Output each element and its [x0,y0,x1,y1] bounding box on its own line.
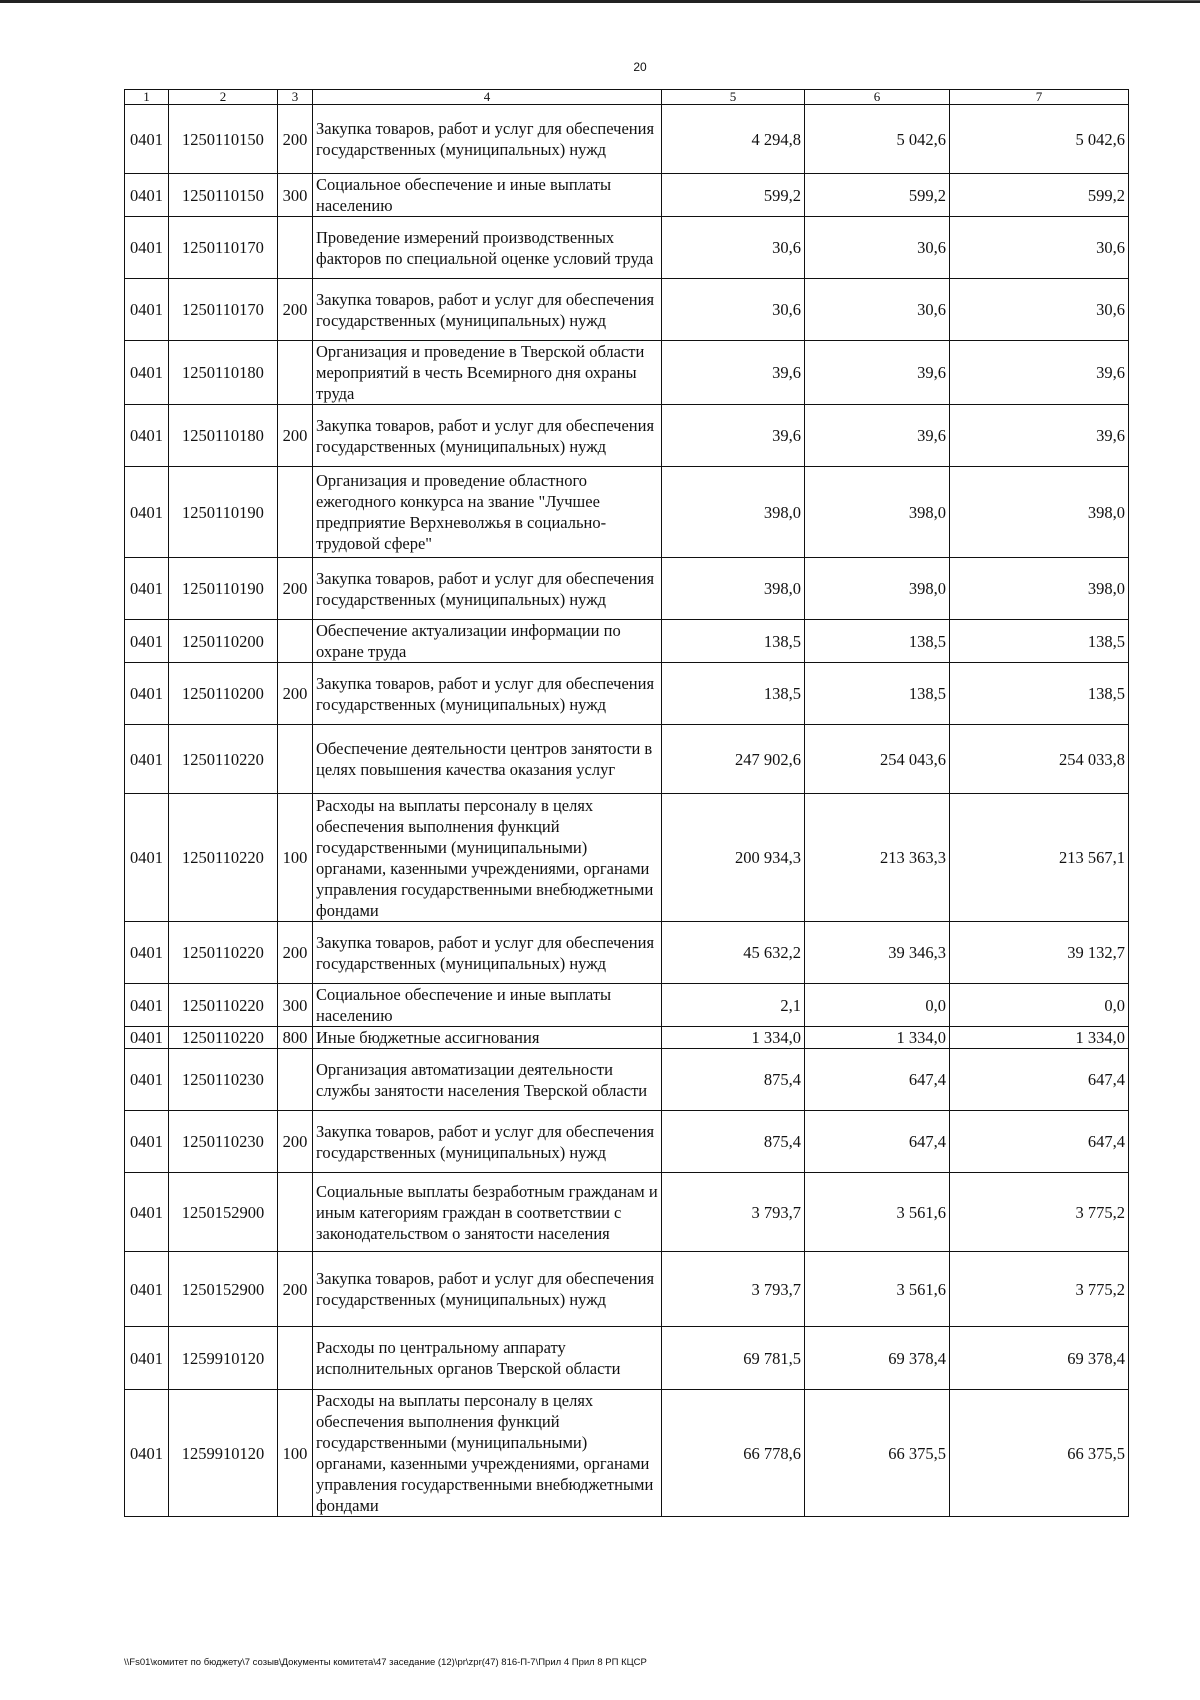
row-target-article-code: 1250110200 [169,620,278,663]
row-value-col6: 398,0 [805,467,950,558]
row-value-col6: 599,2 [805,174,950,217]
row-value-col6: 138,5 [805,620,950,663]
row-target-article-code: 1250152900 [169,1252,278,1327]
row-target-article-code: 1250110220 [169,922,278,984]
row-value-col6: 39 346,3 [805,922,950,984]
row-expense-type-code [278,620,313,663]
row-name: Закупка товаров, работ и услуг для обеспечения государственных (муниципальных) нужд [313,922,662,984]
table-row [125,558,1129,620]
row-target-article-code: 1250110170 [169,217,278,279]
scan-edge-top [0,0,1200,3]
table-row [125,620,1129,663]
row-name: Организация и проведение областного ежегодного конкурса на звание "Лучшее предприятие Верхневолжья в социально-трудовой сфере" [313,467,662,558]
row-name: Организация и проведение в Тверской области мероприятий в честь Всемирного дня охраны труда [313,341,662,405]
row-target-article-code: 1250110230 [169,1049,278,1111]
row-value-col6: 138,5 [805,663,950,725]
row-name: Закупка товаров, работ и услуг для обеспечения государственных (муниципальных) нужд [313,663,662,725]
row-section-code: 0401 [125,922,169,984]
row-target-article-code: 1250110200 [169,663,278,725]
row-name: Закупка товаров, работ и услуг для обеспечения государственных (муниципальных) нужд [313,105,662,174]
row-name: Социальное обеспечение и иные выплаты населению [313,984,662,1027]
table-row [125,1390,1129,1517]
row-name: Закупка товаров, работ и услуг для обеспечения государственных (муниципальных) нужд [313,1252,662,1327]
row-value-col5: 599,2 [662,174,805,217]
row-section-code: 0401 [125,279,169,341]
row-value-col5: 247 902,6 [662,725,805,794]
row-value-col5: 30,6 [662,217,805,279]
row-value-col7: 398,0 [950,558,1129,620]
row-section-code: 0401 [125,1027,169,1049]
row-expense-type-code [278,1049,313,1111]
row-value-col6: 69 378,4 [805,1327,950,1390]
table-row [125,794,1129,922]
table-row [125,467,1129,558]
row-value-col5: 3 793,7 [662,1252,805,1327]
row-value-col5: 39,6 [662,405,805,467]
row-section-code: 0401 [125,1390,169,1517]
row-value-col6: 30,6 [805,279,950,341]
row-section-code: 0401 [125,405,169,467]
column-number: 7 [950,90,1129,105]
table-row [125,1252,1129,1327]
table-row [125,922,1129,984]
row-value-col6: 398,0 [805,558,950,620]
row-target-article-code: 1250110180 [169,405,278,467]
table-row [125,279,1129,341]
row-value-col6: 30,6 [805,217,950,279]
row-target-article-code: 1250110180 [169,341,278,405]
row-value-col5: 875,4 [662,1111,805,1173]
column-number-row [125,90,1129,105]
row-value-col7: 138,5 [950,663,1129,725]
row-value-col7: 398,0 [950,467,1129,558]
table-row [125,725,1129,794]
row-target-article-code: 1250110220 [169,984,278,1027]
column-number: 5 [662,90,805,105]
row-expense-type-code: 200 [278,279,313,341]
row-value-col7: 3 775,2 [950,1252,1129,1327]
row-value-col5: 69 781,5 [662,1327,805,1390]
row-value-col6: 3 561,6 [805,1252,950,1327]
row-section-code: 0401 [125,174,169,217]
row-value-col5: 875,4 [662,1049,805,1111]
row-name: Иные бюджетные ассигнования [313,1027,662,1049]
row-expense-type-code: 200 [278,405,313,467]
row-value-col7: 69 378,4 [950,1327,1129,1390]
row-section-code: 0401 [125,1252,169,1327]
row-value-col7: 30,6 [950,279,1129,341]
row-value-col7: 5 042,6 [950,105,1129,174]
column-number: 1 [125,90,169,105]
row-expense-type-code: 300 [278,984,313,1027]
row-value-col7: 138,5 [950,620,1129,663]
row-section-code: 0401 [125,1327,169,1390]
row-value-col7: 39 132,7 [950,922,1129,984]
row-value-col6: 39,6 [805,341,950,405]
row-value-col7: 254 033,8 [950,725,1129,794]
row-target-article-code: 1250110150 [169,105,278,174]
row-value-col6: 254 043,6 [805,725,950,794]
row-section-code: 0401 [125,558,169,620]
row-target-article-code: 1250110150 [169,174,278,217]
row-expense-type-code: 300 [278,174,313,217]
row-value-col7: 647,4 [950,1049,1129,1111]
row-section-code: 0401 [125,794,169,922]
row-name: Расходы по центральному аппарату исполнительных органов Тверской области [313,1327,662,1390]
row-value-col7: 39,6 [950,341,1129,405]
row-section-code: 0401 [125,1049,169,1111]
row-expense-type-code [278,1173,313,1252]
column-number: 2 [169,90,278,105]
row-value-col5: 138,5 [662,620,805,663]
row-value-col5: 398,0 [662,467,805,558]
row-name: Обеспечение актуализации информации по охране труда [313,620,662,663]
table-row [125,1173,1129,1252]
row-expense-type-code: 200 [278,558,313,620]
row-expense-type-code: 200 [278,105,313,174]
row-value-col5: 2,1 [662,984,805,1027]
row-section-code: 0401 [125,725,169,794]
row-name: Социальное обеспечение и иные выплаты населению [313,174,662,217]
table-row [125,1049,1129,1111]
table-row [125,663,1129,725]
row-expense-type-code: 800 [278,1027,313,1049]
row-value-col6: 1 334,0 [805,1027,950,1049]
table-row [125,1111,1129,1173]
page-number: 20 [633,60,647,74]
row-expense-type-code [278,467,313,558]
row-value-col7: 66 375,5 [950,1390,1129,1517]
row-value-col7: 39,6 [950,405,1129,467]
scan-edge-line [1080,0,1200,1]
row-target-article-code: 1259910120 [169,1327,278,1390]
row-section-code: 0401 [125,105,169,174]
row-name: Закупка товаров, работ и услуг для обеспечения государственных (муниципальных) нужд [313,405,662,467]
footer-file-path: \\Fs01\комитет по бюджету\7 созыв\Документы комитета\47 заседание (12)\pr\zpr(47) 816-П-7\Прил 4 Прил 8 РП КЦСР [124,1657,647,1668]
row-expense-type-code: 100 [278,1390,313,1517]
row-target-article-code: 1250110190 [169,467,278,558]
row-value-col7: 0,0 [950,984,1129,1027]
row-value-col7: 213 567,1 [950,794,1129,922]
row-section-code: 0401 [125,341,169,405]
row-value-col5: 30,6 [662,279,805,341]
row-value-col7: 30,6 [950,217,1129,279]
row-value-col5: 138,5 [662,663,805,725]
budget-table-body [125,90,1129,1517]
row-expense-type-code [278,1327,313,1390]
row-value-col5: 1 334,0 [662,1027,805,1049]
row-value-col6: 647,4 [805,1111,950,1173]
row-value-col6: 213 363,3 [805,794,950,922]
table-row [125,174,1129,217]
row-value-col6: 3 561,6 [805,1173,950,1252]
row-value-col5: 4 294,8 [662,105,805,174]
row-value-col6: 66 375,5 [805,1390,950,1517]
table-row [125,405,1129,467]
row-value-col7: 599,2 [950,174,1129,217]
row-section-code: 0401 [125,620,169,663]
row-name: Закупка товаров, работ и услуг для обеспечения государственных (муниципальных) нужд [313,279,662,341]
row-value-col5: 200 934,3 [662,794,805,922]
row-name: Организация автоматизации деятельности службы занятости населения Тверской области [313,1049,662,1111]
row-value-col6: 5 042,6 [805,105,950,174]
row-section-code: 0401 [125,1111,169,1173]
row-target-article-code: 1250110220 [169,725,278,794]
row-target-article-code: 1259910120 [169,1390,278,1517]
row-value-col6: 0,0 [805,984,950,1027]
row-expense-type-code: 100 [278,794,313,922]
row-value-col7: 1 334,0 [950,1027,1129,1049]
row-value-col6: 647,4 [805,1049,950,1111]
table-row [125,1327,1129,1390]
row-value-col5: 45 632,2 [662,922,805,984]
row-value-col5: 3 793,7 [662,1173,805,1252]
table-row [125,341,1129,405]
row-expense-type-code: 200 [278,1252,313,1327]
row-target-article-code: 1250110190 [169,558,278,620]
row-value-col5: 398,0 [662,558,805,620]
table-row [125,105,1129,174]
row-name: Проведение измерений производственных факторов по специальной оценке условий труда [313,217,662,279]
row-value-col7: 647,4 [950,1111,1129,1173]
row-name: Расходы на выплаты персоналу в целях обеспечения выполнения функций государственными (муниципальными) органами, казенными учреждениями, органами управления государственными внебюджетными фондами [313,794,662,922]
row-target-article-code: 1250110230 [169,1111,278,1173]
column-number: 3 [278,90,313,105]
row-expense-type-code [278,341,313,405]
row-target-article-code: 1250152900 [169,1173,278,1252]
row-value-col5: 39,6 [662,341,805,405]
row-value-col7: 3 775,2 [950,1173,1129,1252]
row-target-article-code: 1250110220 [169,1027,278,1049]
row-name: Закупка товаров, работ и услуг для обеспечения государственных (муниципальных) нужд [313,1111,662,1173]
table-row [125,217,1129,279]
budget-table [124,89,1129,1517]
row-section-code: 0401 [125,217,169,279]
row-section-code: 0401 [125,663,169,725]
row-expense-type-code: 200 [278,1111,313,1173]
row-target-article-code: 1250110220 [169,794,278,922]
row-section-code: 0401 [125,1173,169,1252]
row-section-code: 0401 [125,984,169,1027]
row-expense-type-code [278,217,313,279]
row-value-col5: 66 778,6 [662,1390,805,1517]
row-name: Обеспечение деятельности центров занятости в целях повышения качества оказания услуг [313,725,662,794]
row-target-article-code: 1250110170 [169,279,278,341]
row-name: Закупка товаров, работ и услуг для обеспечения государственных (муниципальных) нужд [313,558,662,620]
row-expense-type-code: 200 [278,663,313,725]
table-row [125,1027,1129,1049]
row-value-col6: 39,6 [805,405,950,467]
column-number: 6 [805,90,950,105]
column-number: 4 [313,90,662,105]
row-expense-type-code [278,725,313,794]
row-section-code: 0401 [125,467,169,558]
row-name: Социальные выплаты безработным гражданам и иным категориям граждан в соответствии с законодательством о занятости населения [313,1173,662,1252]
row-expense-type-code: 200 [278,922,313,984]
table-row [125,984,1129,1027]
row-name: Расходы на выплаты персоналу в целях обеспечения выполнения функций государственными (муниципальными) органами, казенными учреждениями, органами управления государственными внебюджетными фондами [313,1390,662,1517]
